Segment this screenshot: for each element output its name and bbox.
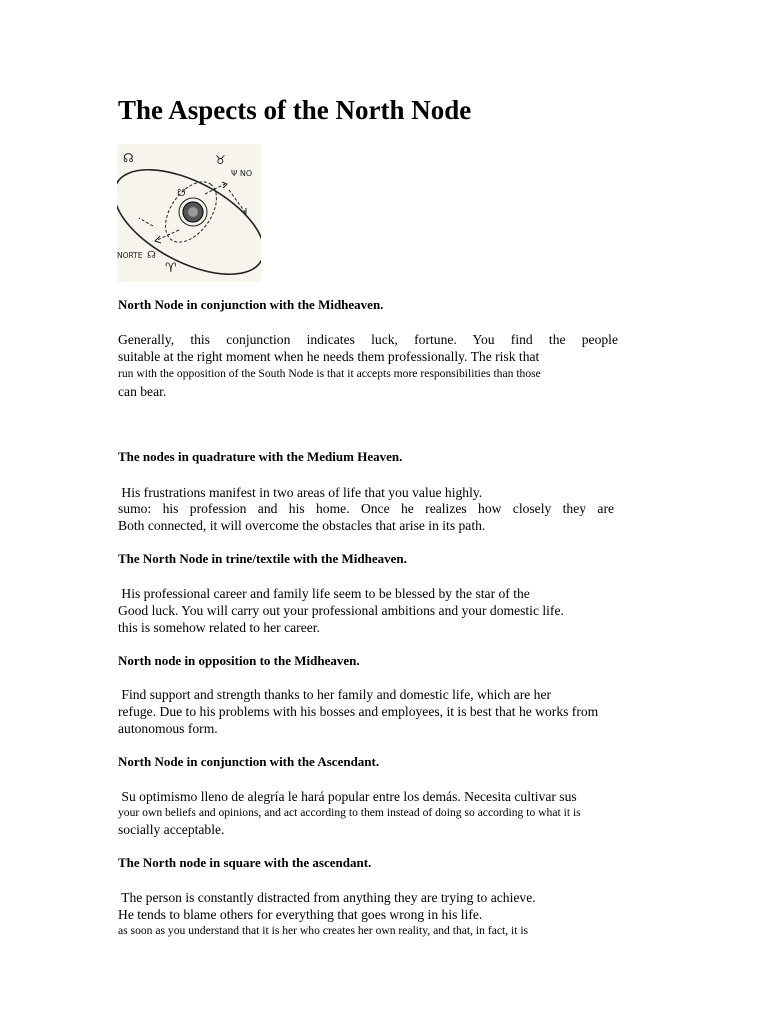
section-heading: North node in opposition to the Midheaven. [118, 653, 360, 668]
section-heading: North Node in conjunction with the Midheaven. [118, 297, 384, 312]
body-line: suitable at the right moment when he needs them professionally. The risk that [118, 349, 540, 364]
body-line: His frustrations manifest in two areas of life that you value highly. [118, 485, 483, 500]
body-line: sumo: his profession and his home. Once he realizes how closely they are [118, 501, 614, 516]
body-line: He tends to blame others for everything that goes wrong in his life. [118, 907, 483, 922]
body-line: Good luck. You will carry out your professional ambitions and your domestic life. [118, 603, 564, 618]
page-title: The Aspects of the North Node [118, 95, 472, 125]
section-heading: The North Node in trine/textile with the Midheaven. [118, 551, 407, 566]
north-node-diagram [117, 144, 261, 282]
body-line: your own beliefs and opinions, and act according to them instead of doing so according to what it is [118, 806, 581, 819]
body-line: Su optimismo lleno de alegría le hará popular entre los demás. Necesita cultivar sus [118, 789, 577, 804]
section-heading: The North node in square with the ascendant. [118, 855, 372, 870]
node-symbol-top-left: ☊ [123, 151, 134, 165]
label-sign-top: ♉︎ [215, 153, 226, 167]
earth-center [188, 207, 198, 217]
body-line: run with the opposition of the South Node is that it accepts more responsibilities than those [118, 367, 541, 380]
body-line: The person is constantly distracted from anything they are trying to achieve. [118, 890, 536, 905]
body-line: refuge. Due to his problems with his bosses and employees, it is best that he works from [118, 704, 599, 719]
section-heading: North Node in conjunction with the Ascendant. [118, 754, 380, 769]
body-line: this is somehow related to her career. [118, 620, 320, 635]
body-line: can bear. [118, 384, 167, 399]
body-line: Generally, this conjunction indicates luck, fortune. You find the people [118, 332, 618, 347]
body-line: socially acceptable. [118, 822, 225, 837]
body-line: Find support and strength thanks to her family and domestic life, which are her [118, 687, 552, 702]
label-norte: NORTE [117, 251, 143, 260]
section-heading: The nodes in quadrature with the Medium Heaven. [118, 449, 403, 464]
moon-symbol: ☋ [177, 188, 186, 199]
body-line: autonomous form. [118, 721, 218, 736]
node-symbol-norte: ☊ [147, 250, 156, 261]
body-line: His professional career and family life seem to be blessed by the star of the [118, 586, 530, 601]
body-line: Both connected, it will overcome the obstacles that arise in its path. [118, 518, 486, 533]
node-symbol-bottom: ♈︎ [165, 261, 177, 276]
label-neptune-no: Ψ NO [231, 169, 253, 178]
body-line: as soon as you understand that it is her who creates her own reality, and that, in fact, it is [118, 924, 529, 937]
orbit-diagram-svg [117, 144, 261, 282]
